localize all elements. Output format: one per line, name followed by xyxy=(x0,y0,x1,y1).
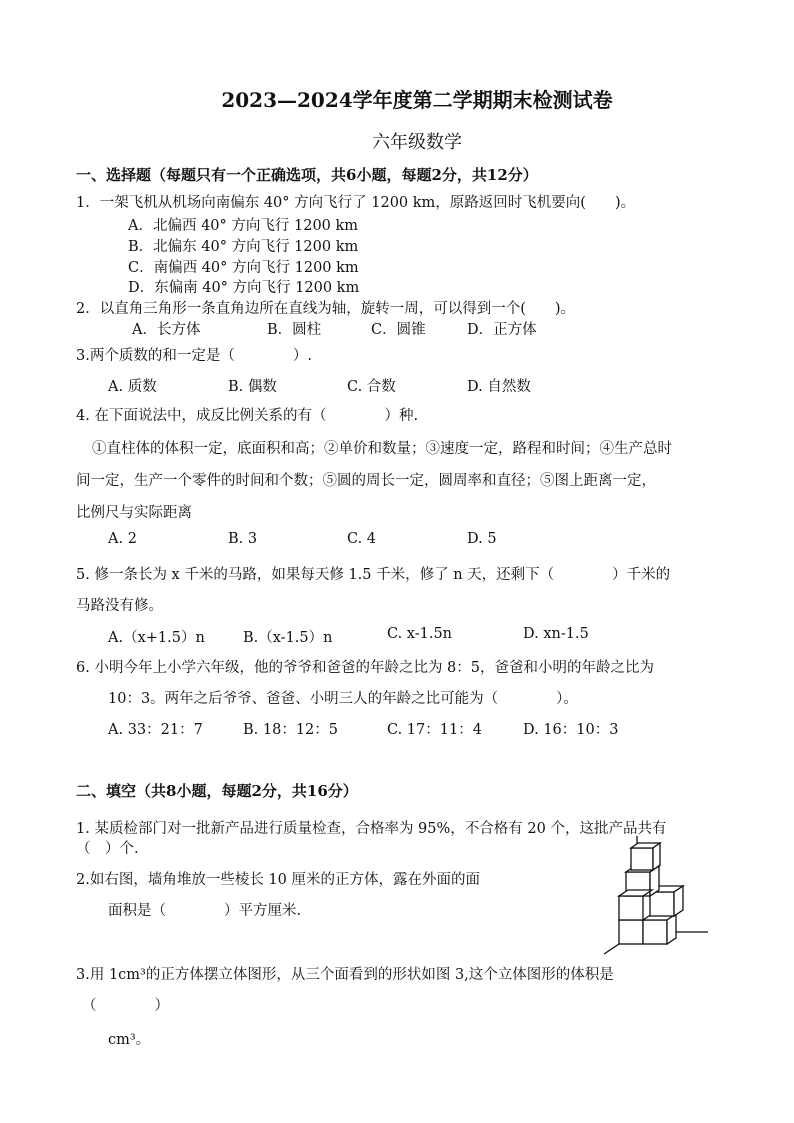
option-a: A．长方体 xyxy=(132,322,201,338)
option-a: A.（x+1.5）n xyxy=(108,630,205,646)
option-d: D．东偏南 40° 方向飞行 1200 km xyxy=(128,280,360,296)
section-heading-fill: 二、填空（共8小题，每题2分，共16分） xyxy=(76,782,358,800)
option-d: D. 5 xyxy=(467,531,497,547)
question-text: 3.两个质数的和一定是（ ）. xyxy=(76,348,312,364)
question-text: 1．一架飞机从机场向南偏东 40° 方向飞行了 1200 km，原路返回时飞机要向( )。 xyxy=(76,195,636,211)
question-line: 间一定，生产一个零件的时间和个数；⑤圆的周长一定，圆周率和直径；⑤图上距离一定， xyxy=(76,473,656,489)
option-c: C. 4 xyxy=(347,531,377,547)
option-d: D. 自然数 xyxy=(467,379,531,395)
option-c: C．南偏西 40° 方向飞行 1200 km xyxy=(128,260,359,276)
question-line: cm³。 xyxy=(108,1032,151,1048)
option-a: A. 33：21：7 xyxy=(108,722,203,738)
question-line: 面积是（ ）平方厘米. xyxy=(108,903,302,919)
option-d: D．正方体 xyxy=(467,322,537,338)
section-heading-choice: 一、选择题（每题只有一个正确选项，共6小题，每题2分，共12分） xyxy=(76,166,538,184)
option-b: B. 偶数 xyxy=(228,379,277,395)
option-b: B．北偏东 40° 方向飞行 1200 km xyxy=(128,239,359,255)
question-line: 马路没有修。 xyxy=(76,598,163,614)
question-line: 比例尺与实际距离 xyxy=(76,505,192,521)
question-line: （ ） xyxy=(82,998,169,1014)
question-text: 2.如右图，墙角堆放一些棱长 10 厘米的正方体，露在外面的面 xyxy=(76,872,481,888)
option-c: C．圆锥 xyxy=(371,322,426,338)
option-b: B. 18：12：5 xyxy=(243,722,339,738)
stacked-cubes-figure xyxy=(600,832,712,956)
question-text: 2．以直角三角形一条直角边所在直线为轴，旋转一周，可以得到一个( )。 xyxy=(76,301,576,317)
question-line: 10：3。两年之后爷爷、爸爸、小明三人的年龄之比可能为（ ）。 xyxy=(108,691,578,707)
option-c: C. 17：11：4 xyxy=(387,722,482,738)
page-title: 2023—2024学年度第二学期期末检测试卷 xyxy=(221,88,613,112)
option-a: A. 2 xyxy=(108,531,137,547)
option-b: B．圆柱 xyxy=(267,322,322,338)
option-a: A. 质数 xyxy=(108,379,157,395)
question-text: 1. 某质检部门对一批新产品进行质量检查，合格率为 95%，不合格有 20 个，这批产品共有 xyxy=(76,821,667,837)
question-text: 3.用 1cm³的正方体摆立体图形，从三个面看到的形状如图 3,这个立体图形的体积是 xyxy=(76,967,614,983)
option-b: B.（x-1.5）n xyxy=(243,630,333,646)
question-line: （ ）个. xyxy=(76,841,139,857)
question-line: ①直柱体的体积一定，底面积和高；②单价和数量；③速度一定，路程和时间；④生产总时 xyxy=(92,441,672,457)
page-subtitle: 六年级数学 xyxy=(372,132,462,153)
option-c: C. 合数 xyxy=(347,379,396,395)
question-text: 4. 在下面说法中，成反比例关系的有（ ）种. xyxy=(76,408,419,424)
question-text: 5. 修一条长为 x 千米的马路，如果每天修 1.5 千米，修了 n 天，还剩下（ ）千米的 xyxy=(76,567,671,583)
option-b: B. 3 xyxy=(228,531,258,547)
option-c: C. x-1.5n xyxy=(387,626,453,642)
question-text: 6. 小明今年上小学六年级，他的爷爷和爸爸的年龄之比为 8：5，爸爸和小明的年龄之比为 xyxy=(76,660,654,676)
option-d: D. 16：10：3 xyxy=(523,722,619,738)
option-a: A．北偏西 40° 方向飞行 1200 km xyxy=(128,218,359,234)
option-d: D. xn-1.5 xyxy=(523,626,589,642)
